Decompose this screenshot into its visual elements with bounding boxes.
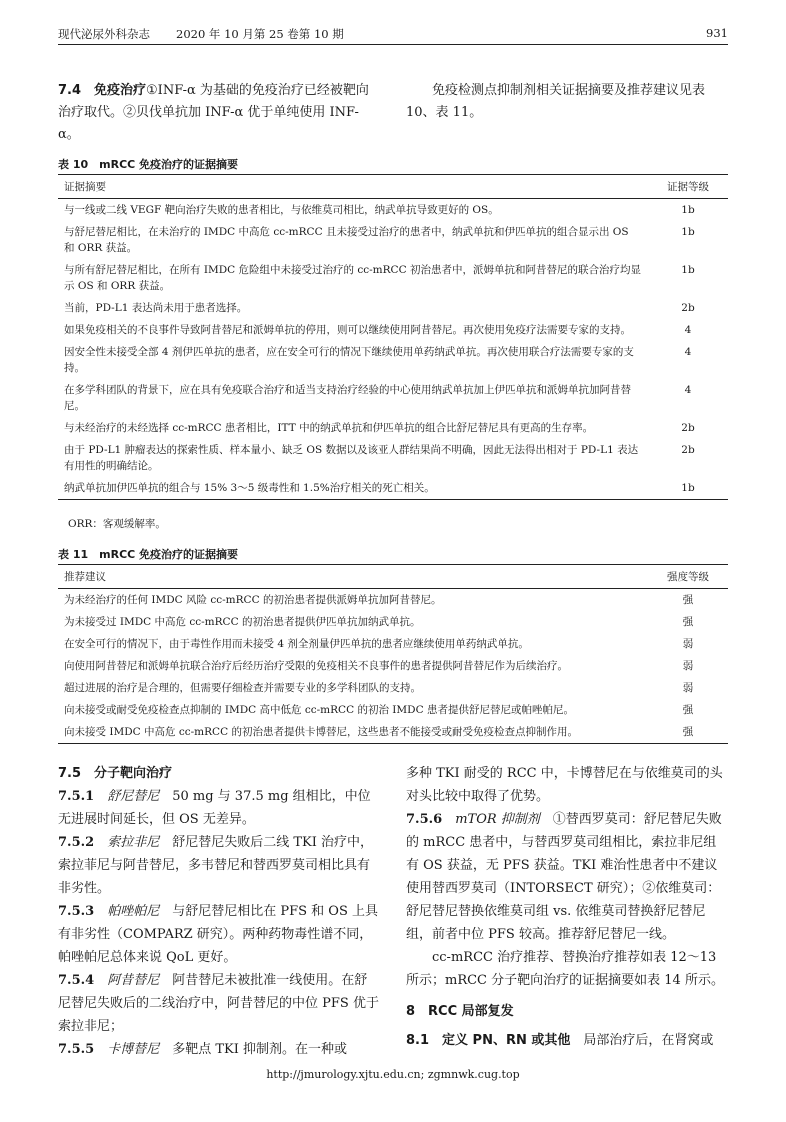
para-7-5-6 <box>406 808 728 946</box>
journal-title: 现代泌尿外科杂志 <box>58 27 150 41</box>
table-row <box>58 699 728 721</box>
paragraph-text: 与舒尼替尼相比在 PFS 和 OS 上具有非劣性（COMPARZ 研究）。两种药物毒性谱不同，帕唑帕尼总体来说 QoL 更好。 <box>58 904 378 965</box>
table-cell-level: 强 <box>648 721 728 744</box>
table-row <box>58 439 728 477</box>
table-cell-text: 向未接受 IMDC 中高危 cc-mRCC 的初治患者提供卡博替尼，这些患者不能接受或耐受免疫检查点抑制作用。 <box>58 721 648 744</box>
table-11-caption: 表 11 mRCC 免疫治疗的证据摘要 <box>58 548 239 561</box>
drug-name: 舒尼替尼 <box>107 789 160 804</box>
table-11-col-strength: 强度等级 <box>648 565 728 589</box>
section-7-4-left <box>58 80 380 146</box>
table-cell-text: 在多学科团队的背景下，应在具有免疫联合治疗和适当支持治疗经验的中心使用纳武单抗加上伊匹单抗和派姆单抗加阿昔替尼。 <box>64 384 631 412</box>
table-cell-level: 2b <box>681 422 695 434</box>
subsection-number: 7.5.5 <box>58 1042 108 1057</box>
table-10-col-level: 证据等级 <box>648 175 728 199</box>
table-row <box>58 341 728 379</box>
drug-name: 帕唑帕尼 <box>107 904 160 919</box>
table-cell-text: 与所有舒尼替尼相比，在所有 IMDC 危险组中未接受过治疗的 cc-mRCC 初治患者中，派姆单抗和阿昔替尼的联合治疗均显示 OS 和 ORR 获益。 <box>64 264 641 292</box>
subsection-number: 7.5.2 <box>58 835 108 850</box>
table-cell-text: 由于 PD-L1 肿瘤表达的探索性质、样本量小、缺乏 OS 数据以及该亚人群结果尚不明确，因此无法得出相对于 PD-L1 表达有用性的明确结论。 <box>64 444 639 472</box>
table-cell-level: 4 <box>684 384 692 396</box>
table-cell-level: 2b <box>681 302 695 314</box>
table-cell-level: 1b <box>681 226 695 238</box>
page-number: 931 <box>706 26 728 40</box>
table-10-note: ORR：客观缓解率。 <box>68 518 166 530</box>
section-7-4-heading: 7.4 免疫治疗 <box>58 83 147 98</box>
table-cell-text: 与未经治疗的未经选择 cc-mRCC 患者相比，ITT 中的纳武单抗和伊匹单抗的组合比舒尼替尼具有更高的生存率。 <box>64 422 594 434</box>
table-cell-level: 强 <box>682 594 694 606</box>
table-cell-text: 与一线或二线 VEGF 靶向治疗失败的患者相比，与依维莫司相比，纳武单抗导致更好的 OS。 <box>64 204 499 216</box>
table-row <box>58 221 728 259</box>
table-row <box>58 199 728 222</box>
table-11-col-recommendation: 推荐建议 <box>58 565 648 589</box>
subsection-number: 7.5.3 <box>58 904 108 919</box>
section-7-5-heading: 7.5 分子靶向治疗 <box>58 766 173 781</box>
table-cell-level: 1b <box>681 204 695 216</box>
header-rule <box>58 44 728 45</box>
para-7-5-2 <box>58 831 380 900</box>
table-10 <box>58 174 728 500</box>
table-cell-level: 弱 <box>682 638 694 650</box>
table-cell-level: 1b <box>681 264 695 276</box>
table-cell-text: 为未经治疗的任何 IMDC 风险 cc-mRCC 的初治患者提供派姆单抗加阿昔替尼。 <box>64 594 442 606</box>
subsection-number: 7.5.4 <box>58 973 108 988</box>
subsection-number: 7.5.6 <box>406 812 456 827</box>
table-cell-level: 1b <box>648 477 728 500</box>
table-row <box>58 677 728 699</box>
table-cell-level: 弱 <box>682 660 694 672</box>
table-cell-level: 强 <box>682 616 694 628</box>
section-8-heading: 8 RCC 局部复发 <box>406 1004 514 1019</box>
paragraph-text: 50 mg 与 37.5 mg 组相比，中位无进展时间延长，但 OS 无差异。 <box>58 789 371 827</box>
table-cell-text: 纳武单抗加伊匹单抗的组合与 15% 3～5 级毒性和 1.5%治疗相关的死亡相关。 <box>58 477 648 500</box>
table-11 <box>58 564 728 744</box>
table-row <box>58 477 728 500</box>
para-7-5-5 <box>58 1038 380 1061</box>
body-right-column <box>406 762 728 1052</box>
table-cell-level: 4 <box>684 324 692 336</box>
table-cell-text: 当前，PD-L1 表达尚未用于患者选择。 <box>64 302 248 314</box>
table-cell-level: 4 <box>684 346 692 358</box>
paragraph-text: 局部治疗后，在肾窝或 <box>570 1033 714 1048</box>
para-table-ref: cc-mRCC 治疗推荐、替换治疗推荐如表 12～13 所示；mRCC 分子靶向治疗的证据摘要如表 14 所示。 <box>406 950 724 988</box>
subsection-number: 7.5.1 <box>58 789 108 804</box>
table-cell-text: 与舒尼替尼相比，在未治疗的 IMDC 中高危 cc-mRCC 且未接受过治疗的患者中，纳武单抗和伊匹单抗的组合显示出 OS 和 ORR 获益。 <box>64 226 629 254</box>
drug-name: 卡博替尼 <box>107 1042 160 1057</box>
table-cell-text: 向使用阿昔替尼和派姆单抗联合治疗后经历治疗受限的免疫相关不良事件的患者提供阿昔替尼作为后续治疗。 <box>64 660 568 672</box>
table-row <box>58 319 728 341</box>
paragraph-text: ①替西罗莫司：舒尼替尼失败的 mRCC 患者中，与替西罗莫司组相比，索拉非尼组有 OS 获益，无 PFS 获益。TKI 难治性患者中不建议使用替西罗莫司（INTORSECT 研究）；②依维莫司：舒尼替尼替换依维莫司组 vs. 依维莫司替换舒尼替尼组，前者中位 PFS 较高。推荐舒尼替尼一线。 <box>406 812 722 942</box>
table-cell-text: 为未接受过 IMDC 中高危 cc-mRCC 的初治患者提供伊匹单抗加纳武单抗。 <box>64 616 421 628</box>
issue-info: 2020 年 10 月第 25 卷第 10 期 <box>176 27 344 41</box>
paragraph-text: 多靶点 TKI 抑制剂。在一种或 <box>159 1042 348 1057</box>
para-7-5-4 <box>58 969 380 1038</box>
table-cell-text: 向未接受或耐受免疫检查点抑制的 IMDC 高中低危 cc-mRCC 的初治 IMDC 患者提供舒尼替尼或帕唑帕尼。 <box>64 704 574 716</box>
subsection-heading: 8.1 定义 PN、RN 或其他 <box>406 1033 571 1048</box>
section-7-4-right <box>406 80 728 124</box>
table-cell-text: 如果免疫相关的不良事件导致阿昔替尼和派姆单抗的停用，则可以继续使用阿昔替尼。再次使用免疫疗法需要专家的支持。 <box>64 324 631 336</box>
table-cell-text: 在安全可行的情况下，由于毒性作用而未接受 4 剂全剂量伊匹单抗的患者应继续使用单药纳武单抗。 <box>64 638 529 650</box>
table-row <box>58 611 728 633</box>
table-row <box>58 633 728 655</box>
table-row <box>58 417 728 439</box>
table-row <box>58 379 728 417</box>
table-10-caption: 表 10 mRCC 免疫治疗的证据摘要 <box>58 158 239 171</box>
drug-name: 阿昔替尼 <box>107 973 160 988</box>
drug-name: mTOR 抑制剂 <box>455 812 540 827</box>
table-cell-text: 因安全性未接受全部 4 剂伊匹单抗的患者，应在安全可行的情况下继续使用单药纳武单抗。再次使用联合疗法需要专家的支持。 <box>64 346 634 374</box>
running-header <box>58 22 728 42</box>
section-7-4-right-text: 免疫检测点抑制剂相关证据摘要及推荐建议见表 10、表 11。 <box>406 83 706 120</box>
table-cell-text: 超过进展的治疗是合理的，但需要仔细检查并需要专业的多学科团队的支持。 <box>64 682 421 694</box>
table-cell-level: 强 <box>682 704 694 716</box>
table-row <box>58 297 728 319</box>
footer-url: http://jmurology.xjtu.edu.cn; zgmnwk.cug.top <box>266 1068 520 1081</box>
table-row <box>58 655 728 677</box>
table-cell-level: 2b <box>681 444 695 456</box>
body-left-column <box>58 762 380 1061</box>
table-row <box>58 589 728 612</box>
para-7-5-3 <box>58 900 380 969</box>
para-8-1 <box>406 1029 728 1052</box>
drug-name: 索拉非尼 <box>107 835 160 850</box>
paragraph-text: 舒尼替尼失败后二线 TKI 治疗中，索拉菲尼与阿昔替尼，多韦替尼和替西罗莫司相比具有非劣性。 <box>58 835 374 896</box>
table-row <box>58 721 728 744</box>
para-7-5-5-cont: 多种 TKI 耐受的 RCC 中，卡博替尼在与依维莫司的头对头比较中取得了优势。 <box>406 766 723 804</box>
table-10-col-evidence: 证据摘要 <box>58 175 648 199</box>
section-7-4-text: ①INF-α 为基础的免疫治疗已经被靶向治疗取代。②贝伐单抗加 INF-α 优于单纯使用 INF-α。 <box>58 83 369 142</box>
table-row <box>58 259 728 297</box>
paragraph-text: 阿昔替尼未被批准一线使用。在舒尼替尼失败后的二线治疗中，阿昔替尼的中位 PFS 优于索拉非尼； <box>58 973 379 1034</box>
para-7-5-1 <box>58 785 380 831</box>
table-cell-level: 弱 <box>682 682 694 694</box>
